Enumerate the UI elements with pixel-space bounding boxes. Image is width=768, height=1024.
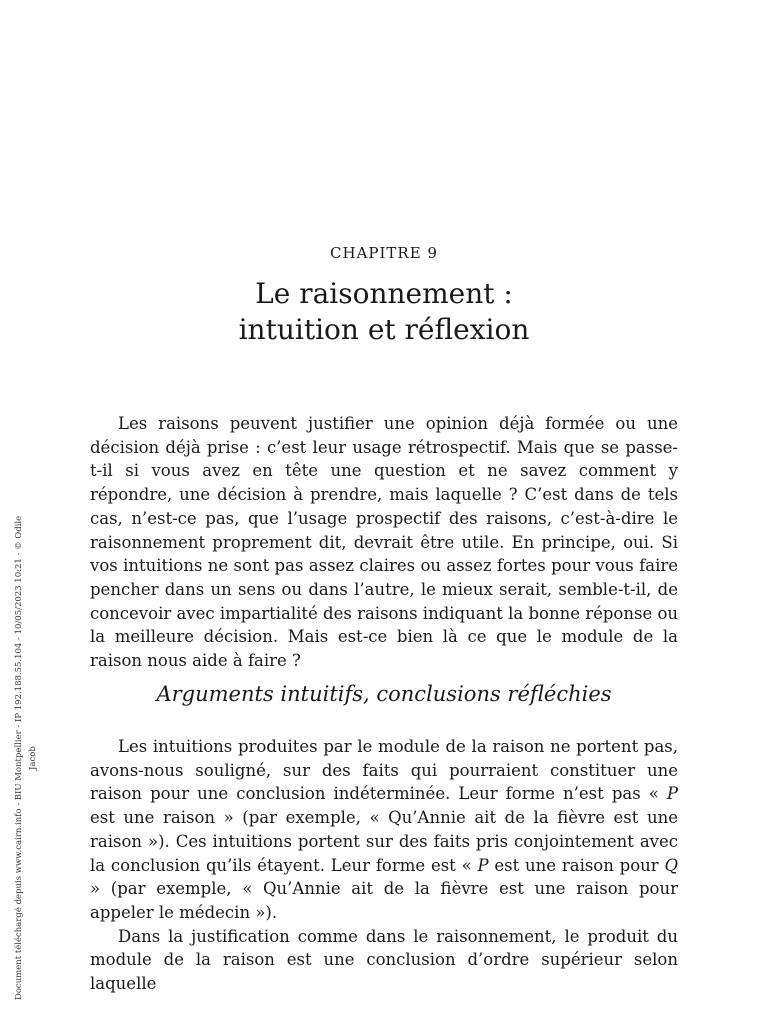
variable-p: P bbox=[477, 855, 489, 875]
chapter-title bbox=[0, 276, 768, 348]
chapter-title-line-2: intuition et réflexion bbox=[238, 313, 530, 346]
paragraph-2-text-d: » (par exemple, « Qu’Annie ait de la fièvre est une raison pour appeler le médecin »). bbox=[90, 879, 678, 922]
body-section-arguments bbox=[90, 735, 678, 996]
variable-q: Q bbox=[664, 855, 678, 875]
chapter-title-line-1: Le raisonnement : bbox=[255, 277, 513, 310]
download-watermark-publisher: Jacob bbox=[28, 746, 38, 770]
section-heading: Arguments intuitifs, conclusions réfléchies bbox=[156, 682, 612, 706]
download-watermark: Document téléchargé depuis www.cairn.info - BIU Montpellier - IP 192.188.55.104 - 10/05/2023 10:21 - © Odile bbox=[14, 515, 24, 1000]
chapter-label: CHAPITRE 9 bbox=[330, 244, 438, 262]
paragraph-3: Dans la justification comme dans le raisonnement, le produit du module de la raison est une conclusion d’ordre supérieur selon laquelle bbox=[90, 926, 678, 994]
paragraph-2-text-a: Les intuitions produites par le module de la raison ne portent pas, avons-nous souligné, sur des faits qui pourraient constituer une raison pour une conclusion indéterminée. Leur forme n’est pas « bbox=[90, 737, 678, 804]
paragraph-2 bbox=[90, 735, 678, 925]
paragraph-2-text-b: est une raison » (par exemple, « Qu’Annie ait de la fièvre est une raison »). Ces intuitions portent sur des faits pris conjointement avec la conclusion qu’ils étayent. Leur forme est « bbox=[90, 808, 678, 875]
paragraph-1: Les raisons peuvent justifier une opinion déjà formée ou une décision déjà prise : c’est leur usage rétrospectif. Mais que se passe-t-il si vous avez en tête une question et ne savez comment y répondre, une décision à prendre, mais laquelle ? C’est dans de tels cas, n’est-ce pas, que l’usage prospectif des raisons, c’est-à-dire le raisonnement proprement dit, devrait être utile. En principe, oui. Si vos intuitions ne sont pas assez claires ou assez fortes pour vous faire pencher dans un sens ou dans l’autre, le mieux serait, semble-t-il, de concevoir avec impartialité des raisons indiquant la bonne réponse ou la meilleure décision. Mais est-ce bien là ce que le module de la raison nous aide à faire ? bbox=[90, 414, 679, 671]
body-section-intro bbox=[90, 412, 678, 673]
variable-p: P bbox=[666, 784, 678, 804]
paragraph-2-text-c: est une raison pour bbox=[488, 855, 665, 875]
